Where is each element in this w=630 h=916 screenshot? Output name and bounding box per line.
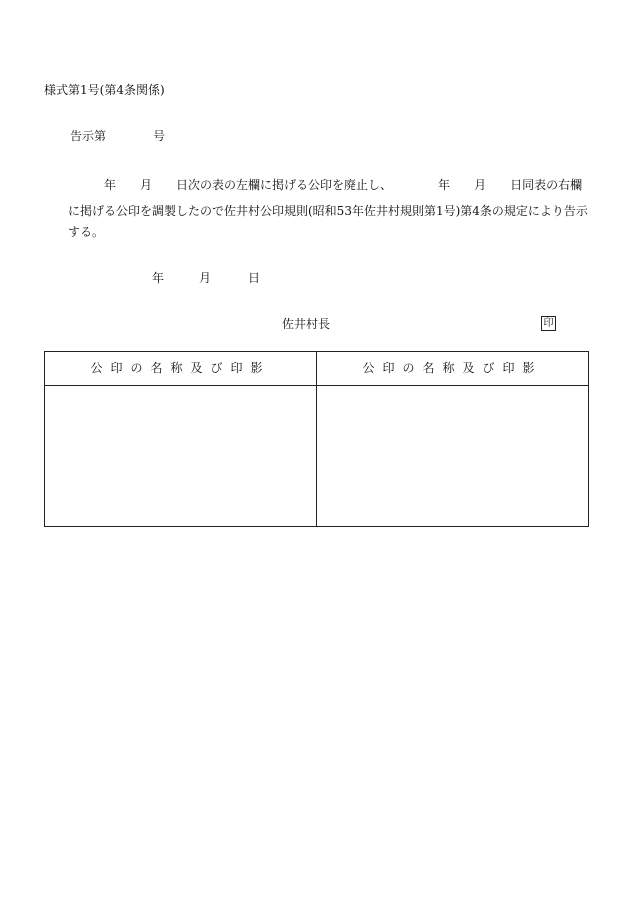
notice-number-suffix: 号 <box>153 129 166 143</box>
date-day: 日 <box>248 271 261 285</box>
body-line-3: する。 <box>68 225 105 239</box>
body-month-2: 月 <box>474 178 487 192</box>
date-month: 月 <box>199 271 212 285</box>
seal-stamp-box: 印 <box>541 316 556 331</box>
table-header-abolished-seal: 公印の名称及び印影 <box>90 361 271 375</box>
table-header-new-seal: 公印の名称及び印影 <box>362 361 543 375</box>
table-cell-new-seal <box>317 386 588 526</box>
form-label: 様式第1号(第4条関係) <box>44 83 165 97</box>
body-text-abolish: 日次の表の左欄に掲げる公印を廃止し、 <box>176 178 393 192</box>
table-cell-abolished-seal <box>45 386 316 526</box>
body-year-1: 年 <box>104 178 117 192</box>
body-text-right-column: 日同表の右欄 <box>510 178 583 192</box>
body-line-2: に掲げる公印を調製したので佐井村公印規則(昭和53年佐井村規則第1号)第4条の規定により告示 <box>68 204 588 218</box>
seal-table <box>44 351 589 527</box>
date-year: 年 <box>152 271 165 285</box>
signatory-title: 佐井村長 <box>282 317 331 331</box>
notice-number-prefix: 告示第 <box>70 129 107 143</box>
body-year-2: 年 <box>438 178 451 192</box>
body-month-1: 月 <box>140 178 153 192</box>
body-line-1 <box>68 179 582 191</box>
